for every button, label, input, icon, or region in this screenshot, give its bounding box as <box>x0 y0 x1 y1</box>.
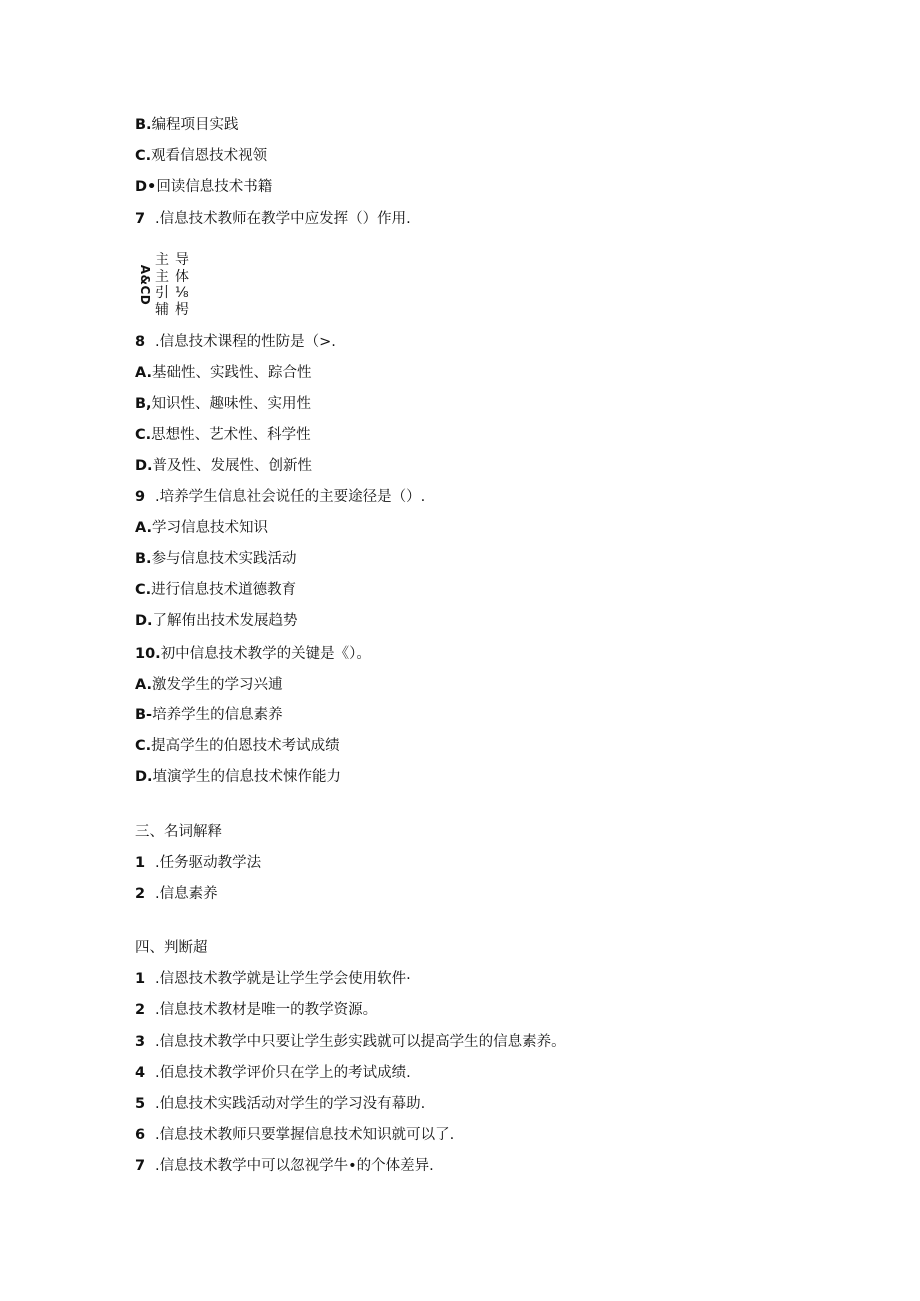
item-text: .信息技术教师只要掌握信息技术知识就可以了. <box>155 1127 455 1143</box>
q6-option-b <box>135 115 239 135</box>
section-4-item-3 <box>135 1032 566 1052</box>
question-number: 8 <box>135 334 146 350</box>
q6-option-c <box>135 146 267 166</box>
q9-option-a <box>135 518 268 538</box>
option-label: B- <box>135 707 153 723</box>
option-label: D. <box>135 769 153 785</box>
q7-options-col2 <box>175 252 193 318</box>
question-text: .培养学生信息社会说任的主要途径是（）. <box>155 489 426 505</box>
question-text: .信息技术教师在教学中应发挥（）作用. <box>155 211 411 227</box>
option-char: 枵 <box>175 301 189 318</box>
option-text: 了解侑出技术发展趋势 <box>152 613 298 629</box>
q8-option-d <box>135 456 312 476</box>
q10-option-d <box>135 767 341 787</box>
q10-option-a <box>135 675 283 695</box>
q7-option-labels <box>137 252 153 318</box>
q8-option-a <box>135 363 312 383</box>
option-label: A. <box>135 677 152 693</box>
q6-option-d <box>135 177 272 197</box>
item-text: .佰息技术教学评价只在学上的考试成绩. <box>155 1065 411 1081</box>
option-text: 思想性、艺术性、科学性 <box>151 427 311 443</box>
option-text: 埴演学生的信息技术悚作能力 <box>152 769 342 785</box>
option-char: 引 <box>155 285 169 301</box>
item-text: .信息技术教材是唯一的教学资源。 <box>155 1002 378 1018</box>
option-label: C. <box>135 148 152 164</box>
option-char: 主 <box>155 268 169 285</box>
option-label: C. <box>135 427 152 443</box>
item-number: 2 <box>135 886 146 902</box>
question-9 <box>135 487 425 507</box>
option-text: 知识性、趣味性、实用性 <box>151 396 312 412</box>
option-label: C. <box>135 582 152 598</box>
q8-option-b <box>135 394 311 414</box>
q7-options-col1 <box>155 252 173 318</box>
option-text: 编程项目实践 <box>151 117 239 133</box>
option-text: 进行信息技术道德教育 <box>151 582 297 598</box>
item-text: .任务驱动教学法 <box>155 855 262 871</box>
q9-option-d <box>135 611 298 631</box>
section-4-item-1 <box>135 969 411 989</box>
section-4-heading: 四、判断超 <box>135 940 208 956</box>
option-label: B. <box>135 551 152 567</box>
option-text: 学习信息技术知识 <box>152 520 268 536</box>
option-text: 激发学生的学习兴逋 <box>152 677 283 693</box>
item-text: .伯息技术实践活动对学生的学习没有幕助. <box>155 1096 426 1112</box>
option-char: 体 <box>175 268 189 285</box>
option-label: A. <box>135 520 152 536</box>
option-text: 回读信息技术书籍 <box>156 179 273 195</box>
item-number: 1 <box>135 855 146 871</box>
option-char: 辅 <box>155 301 169 318</box>
q10-option-c <box>135 736 340 756</box>
item-text: .信恩技术教学就是让学生学会使用软件· <box>155 971 411 987</box>
option-label: D. <box>135 458 153 474</box>
option-char: ⅛ <box>175 285 189 301</box>
section-4-item-2 <box>135 1000 377 1020</box>
option-text: 提高学生的伯恩技术考试成绩 <box>151 738 340 754</box>
option-text: 普及性、发展性、创新性 <box>152 458 313 474</box>
item-number: 4 <box>135 1065 146 1081</box>
section-3-heading: 三、名词解释 <box>135 824 222 840</box>
section-4-item-7 <box>135 1156 434 1176</box>
question-number: 10. <box>135 646 161 662</box>
question-number: 7 <box>135 211 146 227</box>
section-3-item-1 <box>135 853 261 873</box>
q7-options-block <box>137 252 197 318</box>
item-text: .信息技术教学中只要让学生彭实践就可以提高学生的信息素养。 <box>155 1034 566 1050</box>
item-number: 7 <box>135 1158 146 1174</box>
item-number: 6 <box>135 1127 146 1143</box>
item-number: 2 <box>135 1002 146 1018</box>
item-number: 5 <box>135 1096 146 1112</box>
q8-option-c <box>135 425 311 445</box>
q10-option-b <box>135 705 283 725</box>
question-text: .信息技术课程的性防是（>. <box>155 334 336 350</box>
q9-option-b <box>135 549 297 569</box>
question-7 <box>135 209 411 229</box>
question-8 <box>135 332 336 352</box>
option-text: 培养学生的信息素养 <box>152 707 283 723</box>
item-number: 3 <box>135 1034 146 1050</box>
question-10 <box>135 644 371 664</box>
question-text: 初中信息技术教学的关键是《）。 <box>160 646 371 662</box>
section-4-item-5 <box>135 1094 425 1114</box>
option-text: 观看信恩技术视领 <box>151 148 268 164</box>
option-label: D• <box>135 179 157 195</box>
option-label: A. <box>135 365 152 381</box>
item-text: .信息技术教学中可以忽视学牛•的个体差异. <box>155 1158 434 1174</box>
option-text: 基础性、实践性、踪合性 <box>152 365 312 381</box>
option-char: 导 <box>175 252 189 268</box>
option-label: B. <box>135 117 152 133</box>
question-number: 9 <box>135 489 146 505</box>
item-text: .信息素养 <box>155 886 218 902</box>
item-number: 1 <box>135 971 146 987</box>
option-labels-rotated: A&CD <box>138 264 152 306</box>
section-3-item-2 <box>135 884 218 904</box>
option-char: 主 <box>155 252 169 268</box>
section-4-item-4 <box>135 1063 411 1083</box>
option-label: D. <box>135 613 153 629</box>
q9-option-c <box>135 580 296 600</box>
section-4-item-6 <box>135 1125 454 1145</box>
option-label: C. <box>135 738 152 754</box>
option-text: 参与信息技术实践活动 <box>151 551 297 567</box>
option-label: B, <box>135 396 152 412</box>
